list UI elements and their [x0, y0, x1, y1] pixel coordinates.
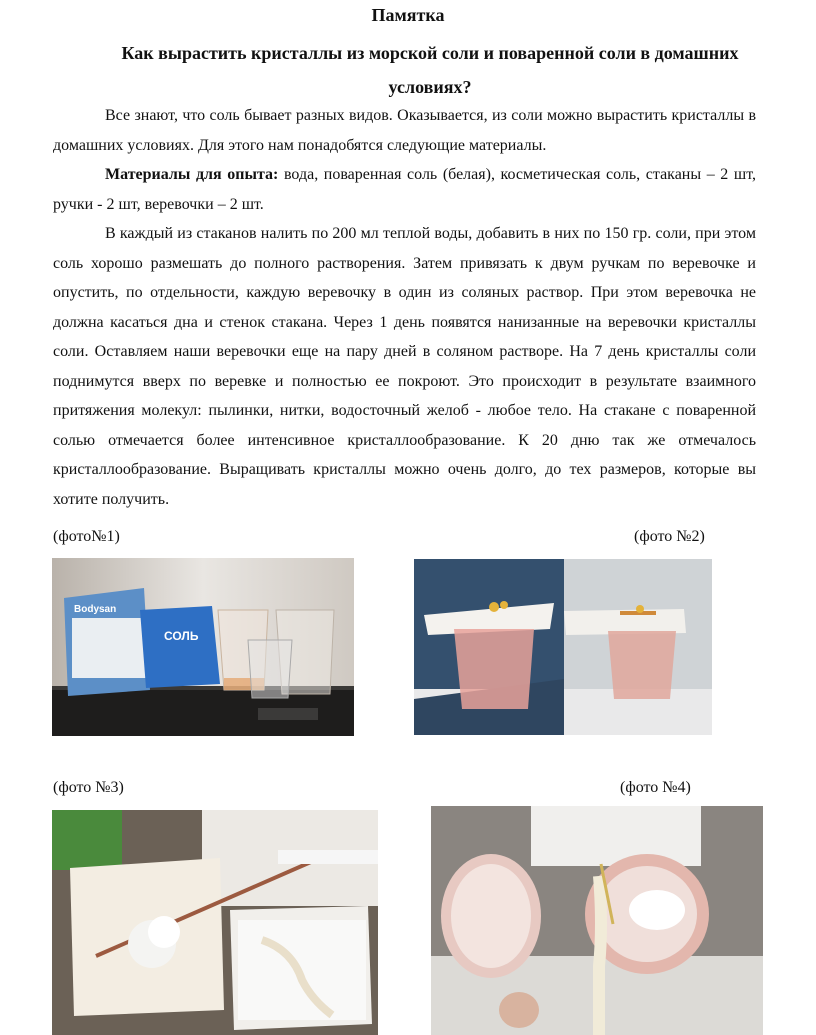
photo-3-crystals-on-paper	[52, 810, 378, 1035]
materials-paragraph	[53, 160, 756, 219]
intro-paragraph: Все знают, что соль бывает разных видов. Оказывается, из соли можно вырастить кристаллы в домашних условиях. Для этого нам понадобятся следующие материалы.	[53, 107, 756, 154]
caption-photo-3: (фото №3)	[53, 779, 124, 796]
caption-photo-2: (фото №2)	[634, 528, 705, 545]
materials-text: вода, поваренная соль (белая), косметическая соль, стаканы – 2 шт, ручки - 2 шт, веревочки – 2 шт.	[53, 166, 756, 213]
materials-label: Материалы для опыта:	[105, 166, 279, 183]
procedure-paragraph: В каждый из стаканов налить по 200 мл теплой воды, добавить в них по 150 гр. соли, при этом соль хорошо размешать до полного растворения. Затем привязать к двум ручкам по веревочке и опустить, по отдельности, каждую веревочку в один из соляных раствор. При этом веревочка не должна касаться дна и стенок стакана. Через 1 день появятся нанизанные на веревочки кристаллы соли. Оставляем наши веревочки еще на пару дней в соляном растворе. На 7 день кристаллы соли поднимутся вверх по веревке и полностью ее покроют. Это происходит в результате взаимного притяжения молекул: пылинки, нитки, водосточный желоб - любое тело. На стакане с поваренной солью отмечается более интенсивное кристаллообразование. К 20 дню так же отмечалось кристаллообразование. Выращивать кристаллы можно очень долго, до тех размеров, которые вы хотите получить.	[53, 225, 756, 508]
page-subtitle: Как вырастить кристаллы из морской соли и поваренной соли в домашних условиях?	[121, 43, 739, 97]
photo-4-crystals-in-glasses	[431, 806, 763, 1035]
caption-photo-4: (фото №4)	[620, 779, 691, 796]
photo-1-salt-and-glasses	[52, 558, 354, 736]
photo-2-glasses-with-strings	[414, 559, 712, 735]
page-title: Памятка	[371, 5, 445, 25]
bag-brand-text: Bodysan	[74, 604, 117, 615]
body-text	[53, 101, 756, 514]
caption-photo-1: (фото№1)	[53, 528, 120, 545]
bag2-label-text: СОЛЬ	[164, 629, 199, 643]
